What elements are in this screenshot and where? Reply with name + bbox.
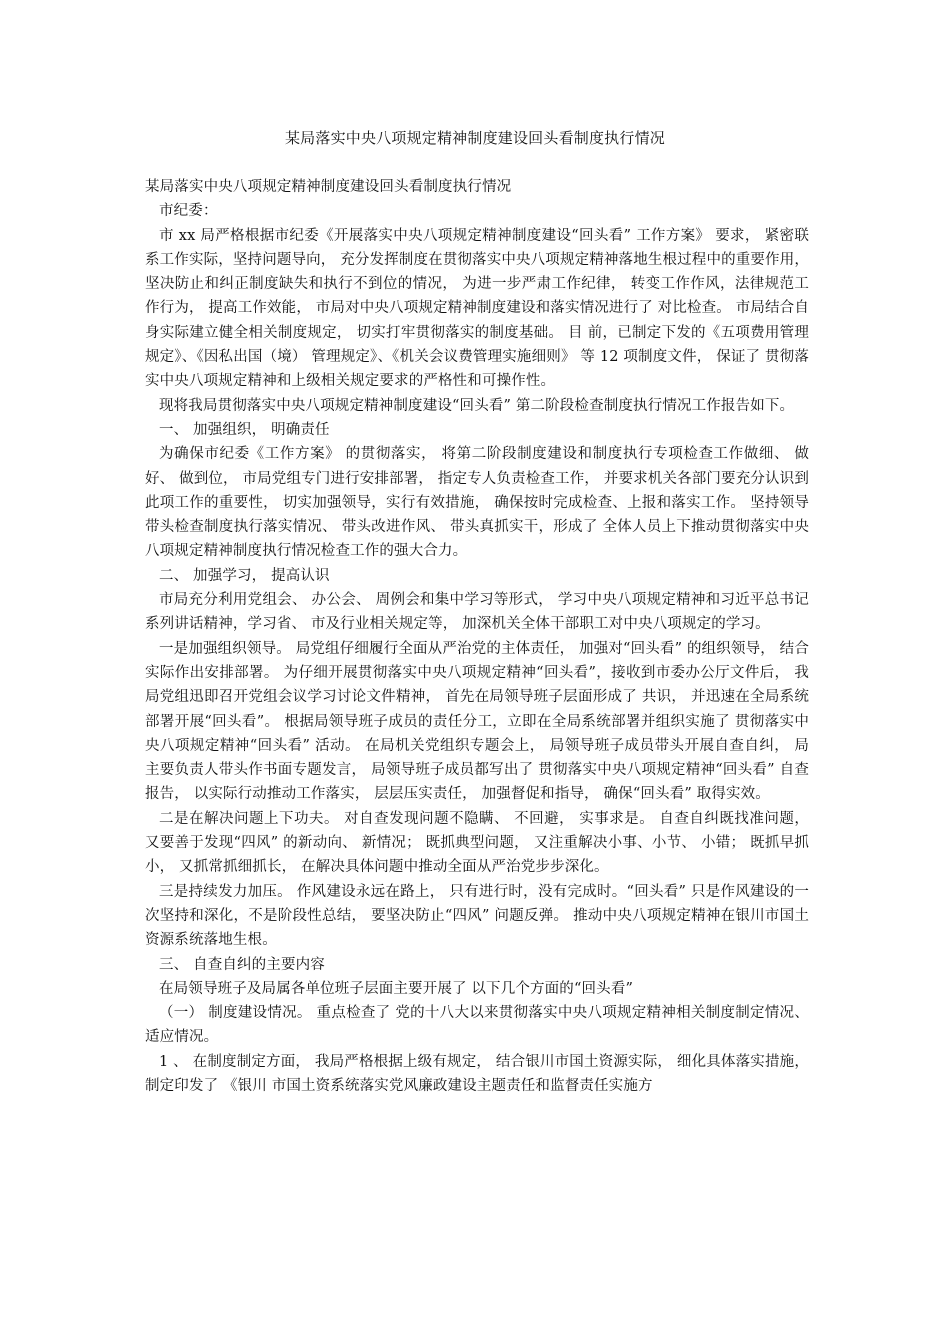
section-heading: 一、 加强组织， 明确责任: [159, 421, 330, 438]
page-title: 某局落实中央八项规定精神制度建设回头看制度执行情况: [284, 129, 665, 147]
body-paragraph: 现将我局贯彻落实中央八项规定精神制度建设“回头看” 第二阶段检查制度执行情况工作报告如下。: [159, 397, 795, 414]
body-paragraph: 1 、 在制度制定方面， 我局严格根据上级有规定， 结合银川市国土资源实际， 细化具体落实措施， 制定印发了 《银川 市国土资系统落实党风廉政建设主题责任和监督责任实施方: [145, 1053, 809, 1094]
body-paragraph: 市局充分利用党组会、 办公会、 周例会和集中学习等形式， 学习中央八项规定精神和习近平总书记系列讲话精神，学习省、 市及行业相关规定等， 加深机关全体干部职工对中央八项规定的学习。: [145, 592, 809, 633]
body-paragraph: （一） 制度建设情况。 重点检查了 党的十八大以来贯彻落实中央八项规定精神相关制度制定情况、 适应情况。: [145, 1005, 809, 1046]
body-paragraph: 在局领导班子及局属各单位班子层面主要开展了 以下几个方面的“回头看”: [159, 980, 634, 997]
body-paragraph: 为确保市纪委《工作方案》 的贯彻落实， 将第二阶段制度建设和制度执行专项检查工作做细、 做好、 做到位， 市局党组专门进行安排部署， 指定专人负责检查工作， 并要求机关各部门要充分认识到此项工作的重要性， 切实加强领导，实行有效措施， 确保按时完成检查、上报和落实工作。 坚持领导带头检查制度执行落实情况、 带头改进作风、 带头真抓实干，形成了 全体人员上下推动贯彻落实中央八项规定精神制度执行情况检查工作的强大合力。: [145, 446, 809, 560]
body-paragraph: 市 xx 局严格根据市纪委《开展落实中央八项规定精神制度建设“回头看” 工作方案》 要求， 紧密联系工作实际，坚持问题导向， 充分发挥制度在贯彻落实中央八项规定精神落地生根过程中的重要作用， 坚决防止和纠正制度缺失和执行不到位的情况， 为进一步严肃工作纪律， 转变工作作风，法律规范工作行为， 提高工作效能， 市局对中央八项规定精神制度建设和落实情况进行了 对比检查。 市局结合自身实际建立健全相关制度规定， 切实打牢贯彻落实的制度基础。 目 前，已制定下发的《五项费用管理规定》、《因私出国（境） 管理规定》、《机关会议费管理实施细则》 等 12 项制度文件， 保证了 贯彻落实中央八项规定精神和上级相关规定要求的严格性和可操作性。: [145, 227, 810, 390]
body-paragraph: 一是加强组织领导。 局党组仔细履行全面从严治党的主体责任， 加强对“回头看” 的组织领导， 结合实际作出安排部署。 为仔细开展贯彻落实中央八项规定精神“回头看”，接收到市委办公厅文件后， 我局党组迅即召开党组会议学习讨论文件精神， 首先在局领导班子层面形成了 共识， 并迅速在全局系统部署开展“回头看”。 根据局领导班子成员的责任分工，立即在全局系统部署并组织实施了 贯彻落实中央八项规定精神“回头看” 活动。 在局机关党组织专题会上， 局领导班子成员带头开展自查自纠， 局主要负责人带头作书面专题发言， 局领导班子成员都写出了 贯彻落实中央八项规定精神“回头看” 自查报告， 以实际行动推动工作落实， 层层压实责任， 加强督促和指导， 确保“回头看” 取得实效。: [145, 640, 809, 803]
section-heading: 三、 自查自纠的主要内容: [159, 956, 325, 973]
section-heading: 二、 加强学习， 提高认识: [159, 567, 330, 584]
body-paragraph: 二是在解决问题上下功夫。 对自查发现问题不隐瞒、 不回避， 实事求是。 自查自纠既找准问题， 又要善于发现“四风” 的新动向、 新情况； 既抓典型问题， 又注重解决小事、小节、 小错； 既抓早抓小， 又抓常抓细抓长， 在解决具体问题中推动全面从严治党步步深化。: [145, 810, 809, 876]
body-paragraph: 三是持续发力加压。 作风建设永远在路上， 只有进行时，没有完成时。“回头看” 只是作风建设的一次坚持和深化，不是阶段性总结， 要坚决防止“四风” 问题反弹。 推动中央八项规定精神在银川市国土资源系统落地生根。: [145, 883, 809, 949]
document-body: [145, 175, 809, 1098]
body-paragraph: 市纪委：: [159, 203, 218, 220]
body-paragraph: 某局落实中央八项规定精神制度建设回头看制度执行情况: [145, 179, 512, 195]
